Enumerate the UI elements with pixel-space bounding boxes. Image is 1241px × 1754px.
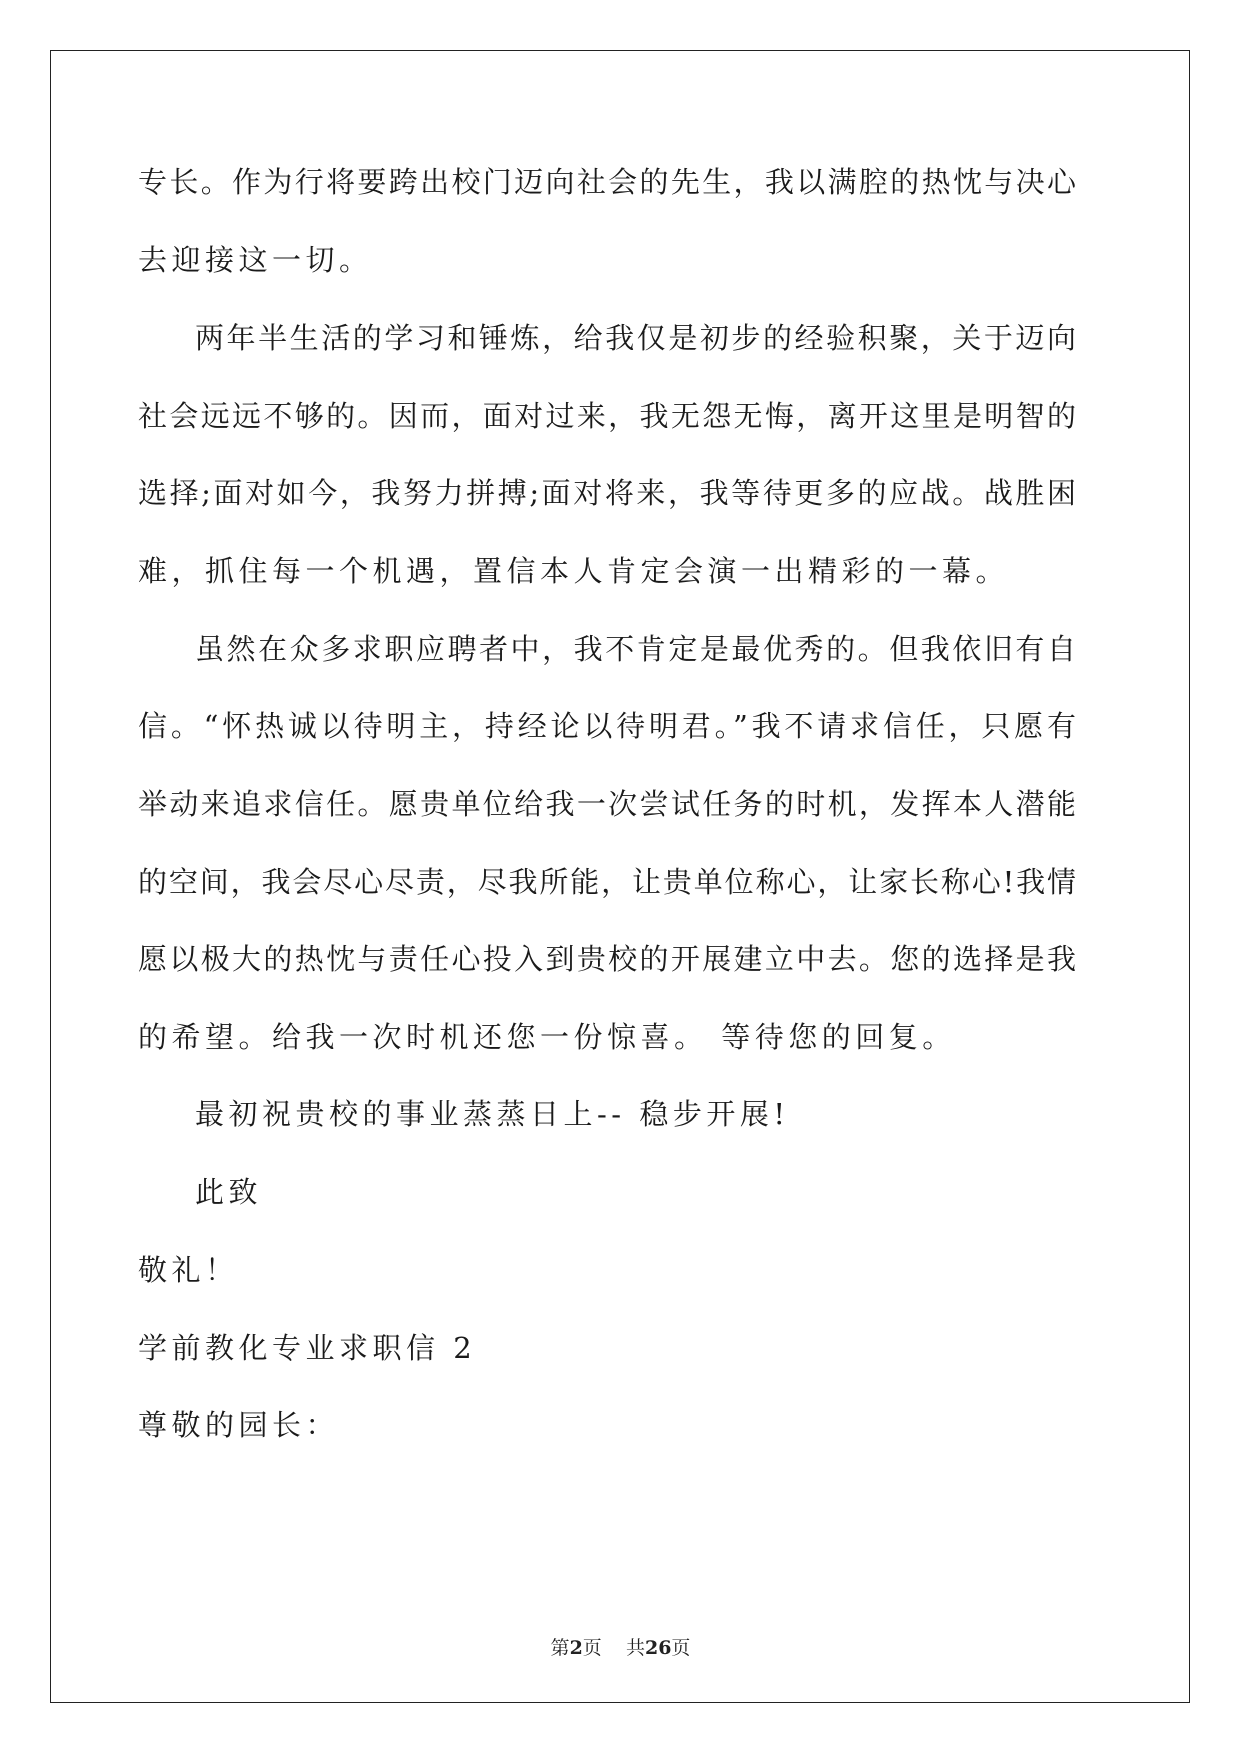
- text-line: 举动来追求信任。愿贵单位给我一次尝试任务的时机，发挥本人潜能: [138, 787, 1076, 821]
- page-footer: [0, 1633, 1241, 1660]
- text-line: 此致: [195, 1175, 263, 1209]
- text-line: 难，抓住每一个机遇，置信本人肯定会演一出精彩的一幕。: [138, 554, 1010, 588]
- text-line: 最初祝贵校的事业蒸蒸日上-- 稳步开展!: [195, 1097, 790, 1131]
- page-number: 2: [569, 1637, 583, 1659]
- text-line: 的空间，我会尽心尽责，尽我所能，让贵单位称心，让家长称心!我情: [138, 865, 1076, 899]
- text-line: 去迎接这一切。: [138, 243, 373, 277]
- text-line: 选择;面对如今，我努力拼搏;面对将来，我等待更多的应战。战胜困: [138, 476, 1076, 510]
- page-suffix: 页: [671, 1637, 691, 1659]
- text-line: 信。“怀热诚以待明主，持经论以待明君。”我不请求信任，只愿有: [138, 709, 1076, 743]
- page-prefix: 第: [550, 1637, 570, 1659]
- section-title: 学前教化专业求职信 2: [138, 1331, 477, 1365]
- text-line: 专长。作为行将要跨出校门迈向社会的先生，我以满腔的热忱与决心: [138, 165, 1076, 199]
- text-line: 虽然在众多求职应聘者中，我不肯定是最优秀的。但我依旧有自: [195, 632, 1076, 666]
- page-mid: 页 共: [582, 1637, 645, 1659]
- text-line: 社会远远不够的。因而，面对过来，我无怨无悔，离开这里是明智的: [138, 399, 1076, 433]
- salutation: 尊敬的园长：: [138, 1408, 340, 1442]
- text-line: 敬礼！: [138, 1253, 239, 1287]
- text-line: 的希望。给我一次时机还您一份惊喜。 等待您的回复。: [138, 1020, 956, 1054]
- text-line: 两年半生活的学习和锤炼，给我仅是初步的经验积聚，关于迈向: [195, 321, 1076, 355]
- text-line: 愿以极大的热忱与责任心投入到贵校的开展建立中去。您的选择是我: [138, 942, 1076, 976]
- total-pages: 26: [644, 1637, 672, 1659]
